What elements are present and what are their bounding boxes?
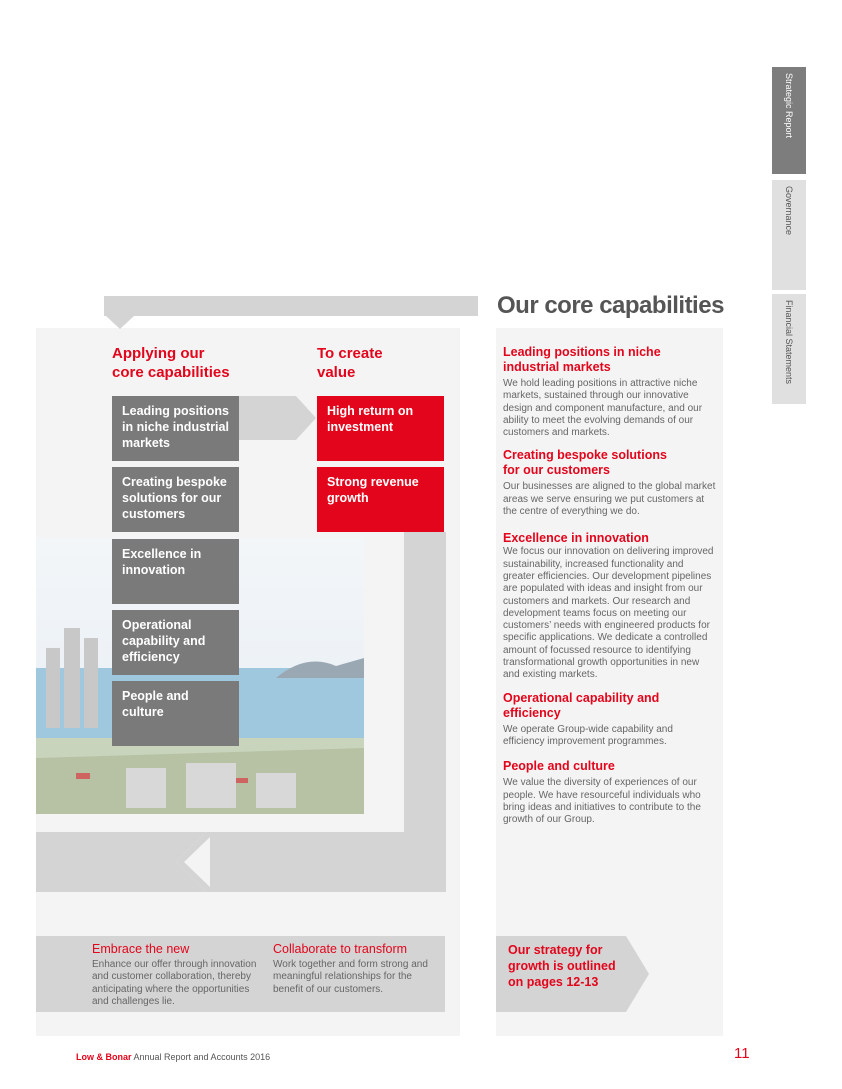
top-arrow-band — [104, 296, 478, 330]
core-item: People and culture We value the diversity of experiences of our people. We have resourceful individuals who bring ideas and initiatives to contribute to the growth of our Group. — [503, 759, 701, 826]
bottom-item-collaborate — [273, 942, 433, 996]
bottom-title: Collaborate to transform — [273, 942, 408, 956]
bottom-body: Work together and form strong and meaningful relationships for the benefit of our customers. — [273, 959, 428, 995]
strategy-callout-text[interactable]: Our strategy for growth is outlined on pages 12-13 — [508, 943, 616, 989]
heading-create-value: To create value — [317, 345, 383, 381]
footer — [76, 1052, 270, 1062]
cap-box-innovation: Excellence in innovation — [112, 539, 239, 604]
core-capabilities-title: Our core capabilities — [497, 292, 724, 319]
value-box-high-return: High return on investment — [317, 396, 444, 461]
cap-box-operational: Operational capability and efficiency — [112, 610, 239, 675]
core-capabilities-list — [503, 345, 717, 826]
connector-arrow — [238, 396, 318, 440]
side-tab-strategic-report[interactable]: Strategic Report — [772, 67, 806, 174]
side-tab-governance[interactable]: Governance — [772, 180, 806, 290]
footer-text: Annual Report and Accounts 2016 — [131, 1052, 271, 1062]
cap-box-bespoke-solutions: Creating bespoke solutions for our customers — [112, 467, 239, 532]
bottom-item-embrace — [92, 942, 267, 1008]
side-tab-financial-statements[interactable]: Financial Statements — [772, 294, 806, 404]
bottom-body: Enhance our offer through innovation and customer collaboration, thereby anticipating where the opportunities and challenges lie. — [92, 959, 257, 1007]
value-box-revenue-growth: Strong revenue growth — [317, 467, 444, 532]
heading-applying: Applying our core capabilities — [112, 345, 230, 381]
core-item: Operational capability and efficiency We operate Group-wide capability and efficiency improvement programmes. — [503, 690, 673, 747]
page-number: 11 — [734, 1045, 750, 1062]
core-item: Leading positions in niche industrial markets We hold leading positions in attractive niche markets, sustained through our innovative design and component manufacture, and our ability to meet the evolving demands of our customers and markets. — [503, 345, 703, 439]
footer-brand: Low & Bonar — [76, 1052, 132, 1062]
core-item: Excellence in innovation We focus our innovation on delivering improved sustainability, increased functionality and greater efficiencies. Our development pipelines are populated with ideas and insight from our customers and markets. Our research and development teams focus on meeting our customers’ needs with engineered products for specific applications. We dedicate a controlled amount of focussed resource to identifying transformational growth opportunities in new and existing markets. — [503, 531, 714, 681]
cap-box-leading-positions: Leading positions in niche industrial markets — [112, 396, 239, 461]
bottom-title: Embrace the new — [92, 942, 190, 956]
cap-box-people: People and culture — [112, 681, 239, 746]
return-arrow — [36, 532, 448, 894]
core-item: Creating bespoke solutions for our customers Our businesses are aligned to the global market areas we serve ensuring we put customers at the centre of everything we do. — [503, 448, 716, 518]
